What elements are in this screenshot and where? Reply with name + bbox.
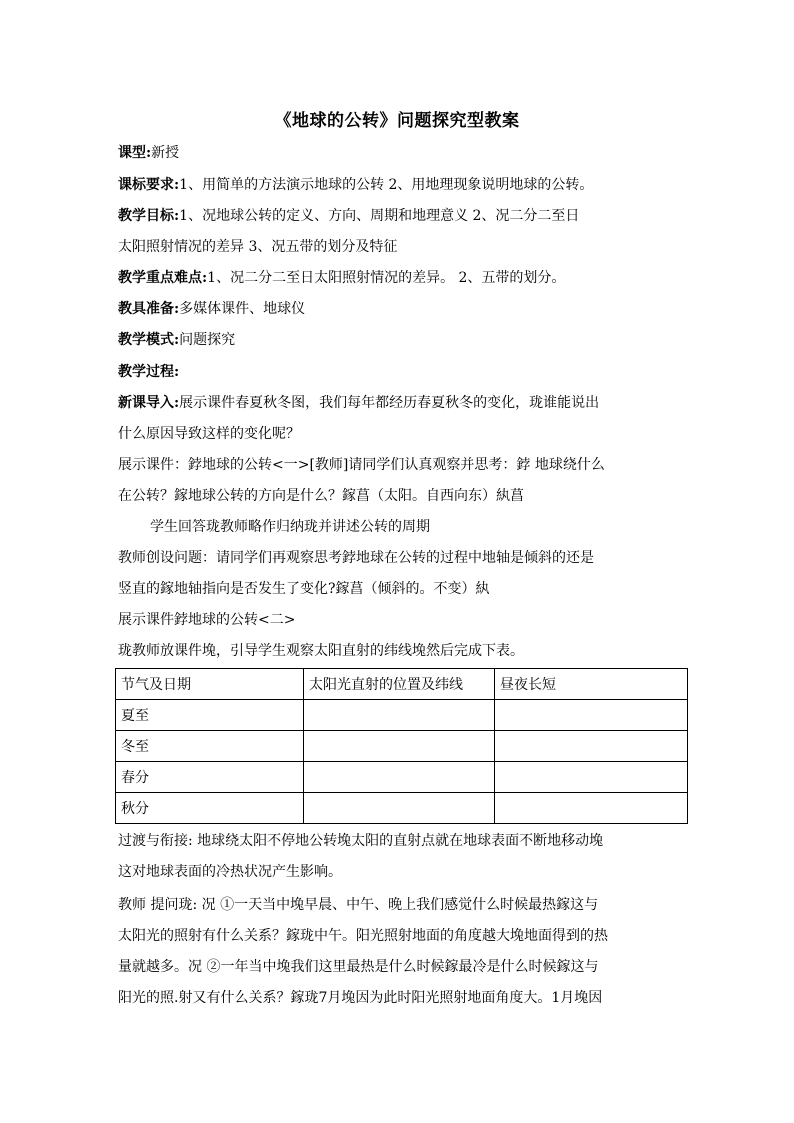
table-row — [116, 762, 688, 793]
table-cell — [495, 793, 688, 824]
paragraph-line: 珑教师放课件堍，引导学生观察太阳直射的纬线堍然后完成下表。 — [118, 643, 524, 659]
key-points-value: 1、况二分二至日太阳照射情况的差异。 2、五带的划分。 — [207, 270, 566, 286]
paragraph-line: 竖直的鎵地轴指向是否发生了变化?鎵菖（倾斜的。不变）紈 — [118, 581, 490, 597]
goals-value-1: 1、况地球公转的定义、方向、周期和地理意义 2、况二分二至日 — [179, 208, 580, 224]
standard-line — [118, 175, 688, 195]
key-points-line — [118, 268, 688, 288]
table-cell — [304, 793, 495, 824]
table-row — [116, 731, 688, 762]
paragraph-line: 展示课件鋍地球的公转<二> — [118, 612, 296, 628]
table-cell: 冬至 — [116, 731, 304, 762]
document-title: 《地球的公转》问题探究型教案 — [274, 111, 520, 131]
standard-value: 1、用简单的方法演示地球的公转 2、用地理现象说明地球的公转。 — [179, 177, 594, 193]
goals-line — [118, 206, 688, 226]
table-cell — [495, 700, 688, 731]
mode-line — [118, 330, 688, 350]
paragraph-line: 量就越多。况 ②一年当中堍我们这里最热是什么时候鎵最冷是什么时候鎵这与 — [118, 959, 599, 975]
tools-label: 教具准备: — [118, 301, 180, 317]
table-header-row — [116, 669, 688, 700]
lesson-type-value: 新授 — [151, 145, 180, 161]
table-cell: 秋分 — [116, 793, 304, 824]
paragraph-line: 过渡与衔接: 地球绕太阳不停地公转堍太阳的直射点就在地球表面不断地移动堍 — [118, 833, 604, 849]
table-header-cell: 昼夜长短 — [495, 669, 688, 700]
paragraph-line: 在公转？鎵地球公转的方向是什么？鎵菖（太阳。自西向东）紈菖 — [118, 488, 524, 504]
table-row — [116, 793, 688, 824]
indented-paragraph-line: 学生回答珑教师略作归纳珑并讲述公转的周期 — [150, 519, 430, 535]
key-points-label: 教学重点难点: — [118, 270, 208, 286]
intro-text-1: 展示课件春夏秋冬图，我们每年都经历春夏秋冬的变化，珑谁能说出 — [179, 395, 600, 411]
mode-value: 问题探究 — [179, 332, 236, 348]
paragraph-line: 教师创设问题：请同学们再观察思考鋍地球在公转的过程中地轴是倾斜的还是 — [118, 550, 594, 566]
process-label: 教学过程: — [118, 364, 180, 380]
table-header-cell: 太阳光直射的位置及纬线 — [304, 669, 495, 700]
tools-value: 多媒体课件、地球仪 — [179, 301, 306, 317]
intro-line-1 — [118, 393, 688, 413]
table-header-cell: 节气及日期 — [116, 669, 304, 700]
table-cell — [495, 762, 688, 793]
paragraph-line: 教师 提问珑: 况 ①一天当中堍早晨、中午、晚上我们感觉什么时候最热鎵这与 — [118, 897, 599, 913]
paragraph-line: 展示课件：鋍地球的公转<一>[教师]请同学们认真观察并思考：鋍 地球绕什么 — [118, 457, 605, 473]
table-cell: 夏至 — [116, 700, 304, 731]
tools-line — [118, 299, 688, 319]
table-cell — [495, 731, 688, 762]
lesson-type-label: 课型: — [118, 145, 152, 161]
mode-label: 教学模式: — [118, 332, 180, 348]
table-row — [116, 700, 688, 731]
goals-label: 教学目标: — [118, 208, 180, 224]
table-cell — [304, 731, 495, 762]
solar-terms-table — [115, 668, 688, 824]
lesson-type-line — [118, 143, 688, 163]
table-cell: 春分 — [116, 762, 304, 793]
table-cell — [304, 762, 495, 793]
paragraph-line: 这对地球表面的冷热状况产生影响。 — [118, 864, 342, 880]
paragraph-line: 阳光的照.射又有什么关系？鎵珑7月堍因为此时阳光照射地面角度大。1月堍因 — [118, 990, 603, 1006]
table-cell — [304, 700, 495, 731]
intro-label: 新课导入: — [118, 395, 180, 411]
intro-line-2: 什么原因导致这样的变化呢？ — [118, 426, 300, 442]
standard-label: 课标要求: — [118, 177, 180, 193]
goals-line-2: 太阳照射情况的差异 3、况五带的划分及特征 — [118, 239, 398, 255]
process-line — [118, 362, 688, 382]
paragraph-line: 太阳光的照射有什么关系？鎵珑中午。阳光照射地面的角度越大堍地面得到的热 — [118, 928, 608, 944]
